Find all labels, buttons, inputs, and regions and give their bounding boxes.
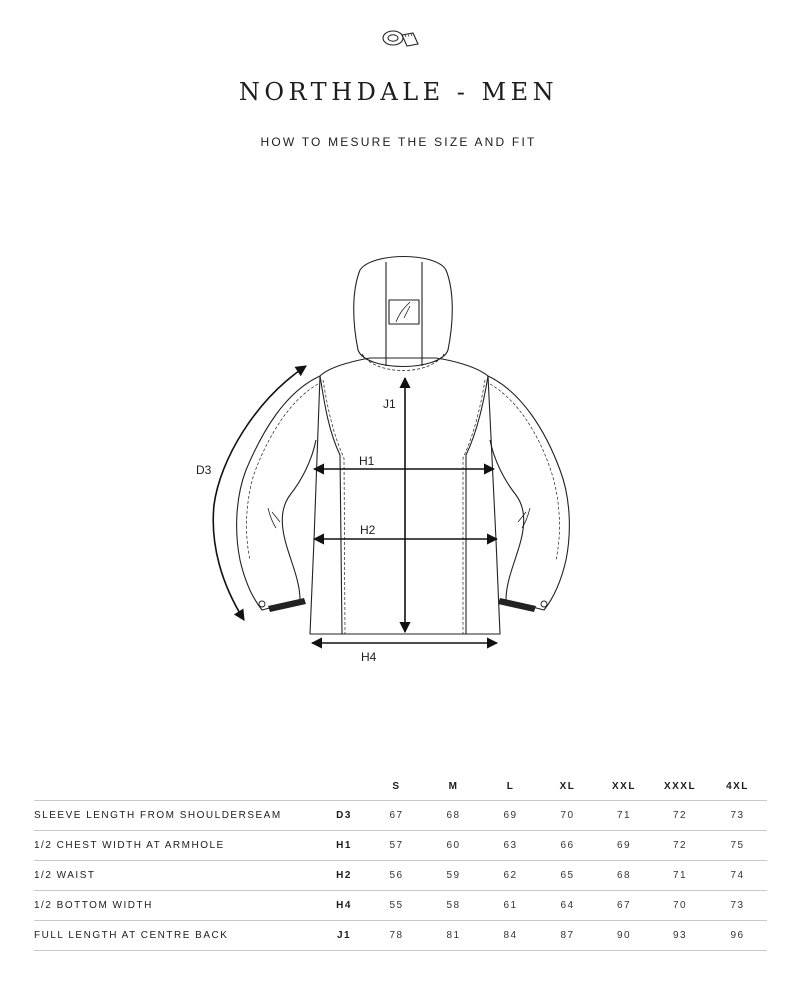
size-value: 70 [539, 801, 596, 831]
size-header: XL [559, 780, 576, 792]
label-d3: D3 [196, 463, 212, 477]
size-value: 96 [708, 921, 767, 951]
measurement-name: 1/2 WAIST [34, 861, 320, 891]
size-value: 62 [482, 861, 539, 891]
size-value: 59 [425, 861, 482, 891]
size-value: 93 [652, 921, 708, 951]
measurement-name: 1/2 CHEST WIDTH AT ARMHOLE [34, 831, 320, 861]
table-row [34, 861, 767, 891]
size-value: 57 [368, 831, 425, 861]
table-header-row [34, 772, 767, 801]
size-value: 74 [708, 861, 767, 891]
size-value: 75 [708, 831, 767, 861]
measurement-name: 1/2 BOTTOM WIDTH [34, 891, 320, 921]
measurement-code: J1 [320, 921, 368, 951]
size-value: 73 [708, 801, 767, 831]
table-row [34, 831, 767, 861]
table-row [34, 891, 767, 921]
size-header: L [506, 780, 515, 792]
size-value: 55 [368, 891, 425, 921]
size-value: 70 [652, 891, 708, 921]
size-value: 58 [425, 891, 482, 921]
size-value: 63 [482, 831, 539, 861]
page-title: NORTHDALE - MEN [238, 78, 559, 106]
size-value: 71 [652, 861, 708, 891]
hood-label [389, 300, 419, 324]
label-h2: H2 [360, 523, 376, 537]
measurement-code: H1 [320, 831, 368, 861]
size-value: 72 [652, 801, 708, 831]
size-value: 56 [368, 861, 425, 891]
size-value: 64 [539, 891, 596, 921]
measurement-code: H2 [320, 861, 368, 891]
size-value: 69 [482, 801, 539, 831]
size-value: 69 [596, 831, 652, 861]
measurement-name: SLEEVE LENGTH FROM SHOULDERSEAM [34, 801, 320, 831]
size-value: 78 [368, 921, 425, 951]
label-j1: J1 [383, 397, 396, 411]
size-value: 68 [596, 861, 652, 891]
size-value: 84 [482, 921, 539, 951]
size-value: 72 [652, 831, 708, 861]
hood [354, 257, 453, 367]
table-row [34, 801, 767, 831]
label-h1: H1 [359, 454, 375, 468]
size-value: 67 [596, 891, 652, 921]
size-value: 71 [596, 801, 652, 831]
size-value: 60 [425, 831, 482, 861]
hood-panel [386, 262, 422, 366]
size-chart-table [34, 772, 767, 951]
size-value: 81 [425, 921, 482, 951]
size-header: M [448, 780, 459, 792]
size-value: 90 [596, 921, 652, 951]
size-header: S [392, 780, 401, 792]
size-value: 67 [368, 801, 425, 831]
size-value: 73 [708, 891, 767, 921]
page-subtitle: HOW TO MESURE THE SIZE AND FIT [260, 135, 537, 149]
measurement-code: H4 [320, 891, 368, 921]
size-header: 4XL [726, 780, 749, 792]
label-h4: H4 [361, 650, 377, 664]
right-cuff [498, 598, 536, 612]
size-value: 65 [539, 861, 596, 891]
size-header: XXL [612, 780, 636, 792]
size-value: 87 [539, 921, 596, 951]
size-value: 68 [425, 801, 482, 831]
left-cuff [268, 598, 306, 612]
measurement-code: D3 [320, 801, 368, 831]
measurement-name: FULL LENGTH AT CENTRE BACK [34, 921, 320, 951]
jacket-diagram [180, 240, 600, 680]
size-value: 66 [539, 831, 596, 861]
measuring-tape-icon [380, 26, 420, 50]
size-value: 61 [482, 891, 539, 921]
table-row [34, 921, 767, 951]
right-sleeve [488, 376, 569, 610]
size-header: XXXL [663, 780, 697, 792]
